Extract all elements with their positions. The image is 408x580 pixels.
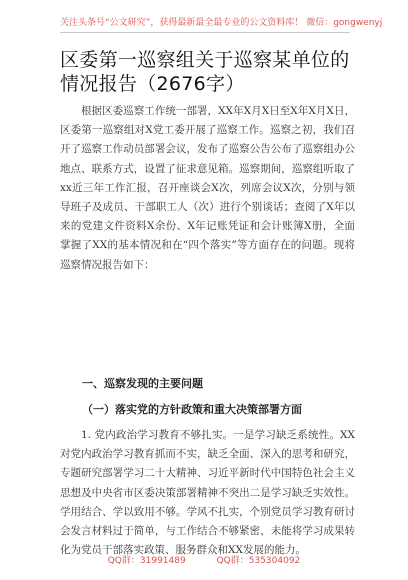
subsection-heading: （一）落实党的方针政策和重大决策部署方面 [82,403,302,416]
footer-contact [0,553,408,566]
section-heading: 一、巡察发现的主要问题 [82,377,203,390]
point-section [60,426,355,560]
header-promo-banner: 关注头条号“公文研究”，获得最新最全最专业的公文资料库！ 微信：gongwenyj [60,14,350,33]
footer-qq-group-1: QQ群：31991489 [107,556,186,566]
point-paragraph: 1. 党内政治学习教育不够扎实。一是学习缺乏系统性。XX对党内政治学习教育抓而不实，缺乏全面、深入的思考和研究，专题研究部署学习二十大精神、习近平新时代中国特色社会主义思想及中央省市区委决策部署精神不突出二是学习缺乏实效性。学用结合、学以致用不够。学风不扎实，个别党员学习教育研讨会发言材料过于简单，与工作结合不够紧密，未能将学习成果转化为党员干部落实政策、服务群众和XX发展的能力。 [60,429,355,557]
footer-qq-group-2: QQ群：535304092 [216,556,301,566]
intro-paragraph: 根据区委巡察工作统一部署，XX年X月X日至X年X月X日，区委第一巡察组对X党工委开展了巡察工作。巡察之初，我们召开了巡察工作动员部署会议，发布了巡察公告公布了巡察组办公地点、联系方式，设置了征求意见箱。巡察期间，巡察组听取了xx近三年工作汇报，召开座谈会X次，列席会议X次，分别与领导班子及成员、干部职工人（次）进行个别谈话；查阅了X年以来的党建文件资料X余份、X年记账凭证和会计账簿X册，全面掌握了XX的基本情况和在“四个落实”等方面存在的问题。现将巡察情况报告如下： [60,105,355,271]
document-title: 区委第一巡察组关于巡察某单位的情况报告（2676字） [60,49,350,95]
intro-section [60,102,355,275]
